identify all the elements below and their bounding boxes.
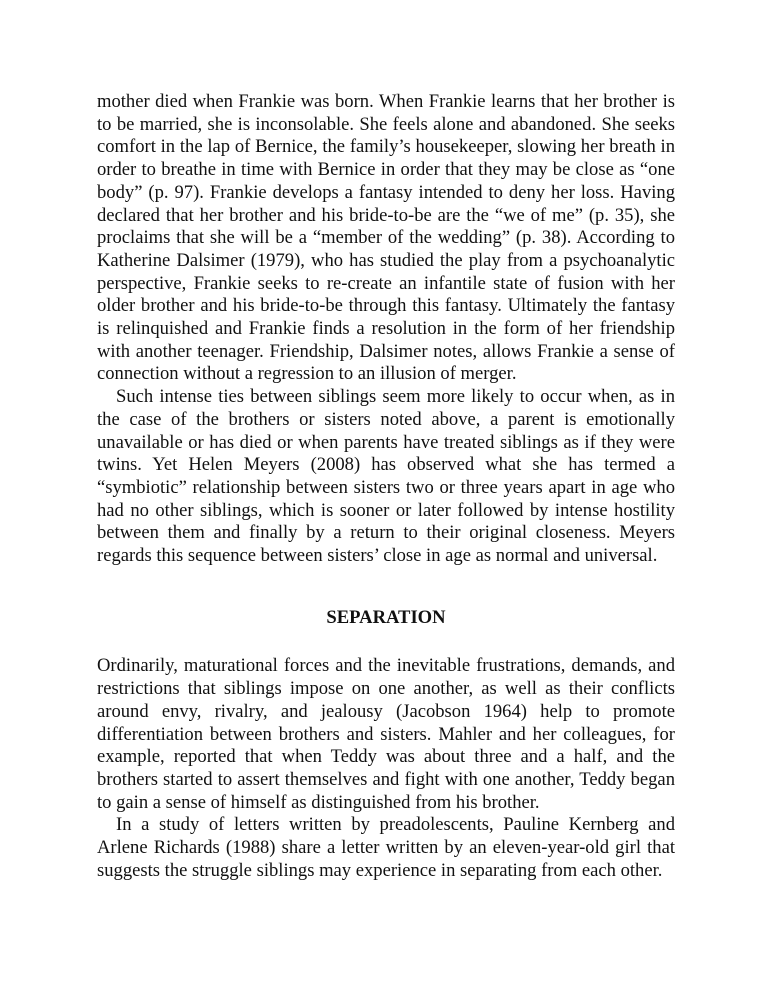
paragraph-letters-study: In a study of letters written by preadolescents, Pauline Kernberg and Arlene Richards (1988) share a letter written by an eleven-year-old girl that suggests the struggle siblings may experience in separating from each other.: [97, 814, 675, 881]
section-heading: SEPARATION: [326, 606, 446, 628]
paragraph-sibling-ties: Such intense ties between siblings seem more likely to occur when, as in the case of the brothers or sisters noted above, a parent is emotionally unavailable or has died or when parents have treated siblings as if they were twins. Yet Helen Meyers (2008) has observed what she has termed a “symbiotic” relationship between sisters two or three years apart in age who had no other siblings, which is sooner or later followed by intense hostility between them and finally by a return to their original closeness. Meyers regards this sequence between sisters’ close in age as normal and universal.: [97, 386, 675, 567]
paragraph-maturational-forces: Ordinarily, maturational forces and the inevitable frustrations, demands, and restrictions that siblings impose on one another, as well as their conflicts around envy, rivalry, and jealousy (Jacobson 1964) help to promote differentiation between brothers and sisters. Mahler and her colleagues, for example, reported that when Teddy was about three and a half, and the brothers started to assert themselves and fight with one another, Teddy began to gain a sense of himself as distinguished from his brother.: [97, 655, 675, 813]
paragraph-frankie-fantasy: mother died when Frankie was born. When Frankie learns that her brother is to be married, she is inconsolable. She feels alone and abandoned. She seeks comfort in the lap of Bernice, the family’s housekeeper, slowing her breath in order to breathe in time with Bernice in order that they may be close as “one body” (p. 97). Frankie develops a fantasy intended to deny her loss. Having declared that her brother and his bride-to-be are the “we of me” (p. 35), she proclaims that she will be a “member of the wedding” (p. 38). According to Katherine Dalsimer (1979), who has studied the play from a psychoanalytic perspective, Frankie seeks to re-create an infantile state of fusion with her older brother and his bride-to-be through this fantasy. Ultimately the fantasy is relinquished and Frankie finds a resolution in the form of her friendship with another teenager. Friendship, Dalsimer notes, allows Frankie a sense of connection without a regression to an illusion of merger.: [97, 91, 675, 385]
document-page: [97, 91, 675, 883]
